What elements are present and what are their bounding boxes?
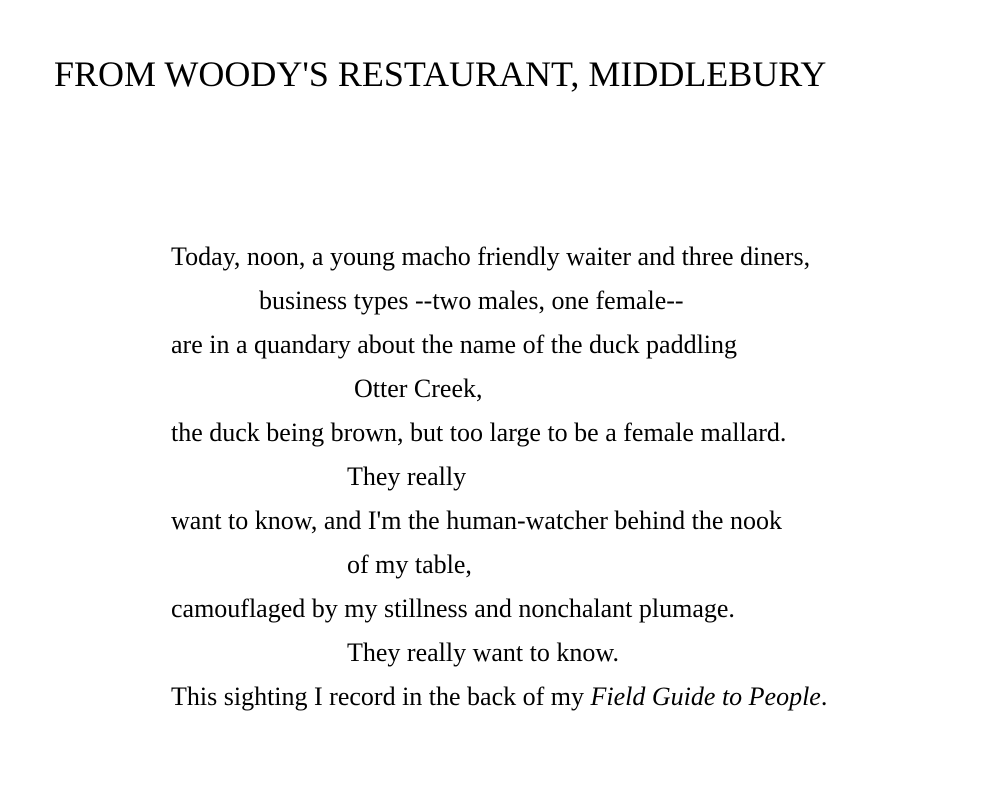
poem-line: business types --two males, one female-- [259,286,684,315]
poem-body [171,235,827,719]
last-line-suffix: . [820,682,828,711]
poem-line: Otter Creek, [354,374,483,403]
poem-last-line [171,675,827,719]
poem-line: are in a quandary about the name of the duck paddling [171,330,738,359]
poem-line: of my table, [347,550,472,579]
book-title: Field Guide to People [590,682,821,711]
poem-line: camouflaged by my stillness and nonchalant plumage. [171,594,735,623]
poem-title: FROM WOODY'S RESTAURANT, MIDDLEBURY [54,54,827,94]
last-line-prefix: This sighting I record in the back of my [171,682,591,711]
poem-line: the duck being brown, but too large to be a female mallard. [171,418,787,447]
poem-line: want to know, and I'm the human-watcher behind the nook [171,506,782,535]
poem-line: They really [347,462,467,491]
poem-line: Today, noon, a young macho friendly waiter and three diners, [171,242,811,271]
poem-line: They really want to know. [347,638,619,667]
